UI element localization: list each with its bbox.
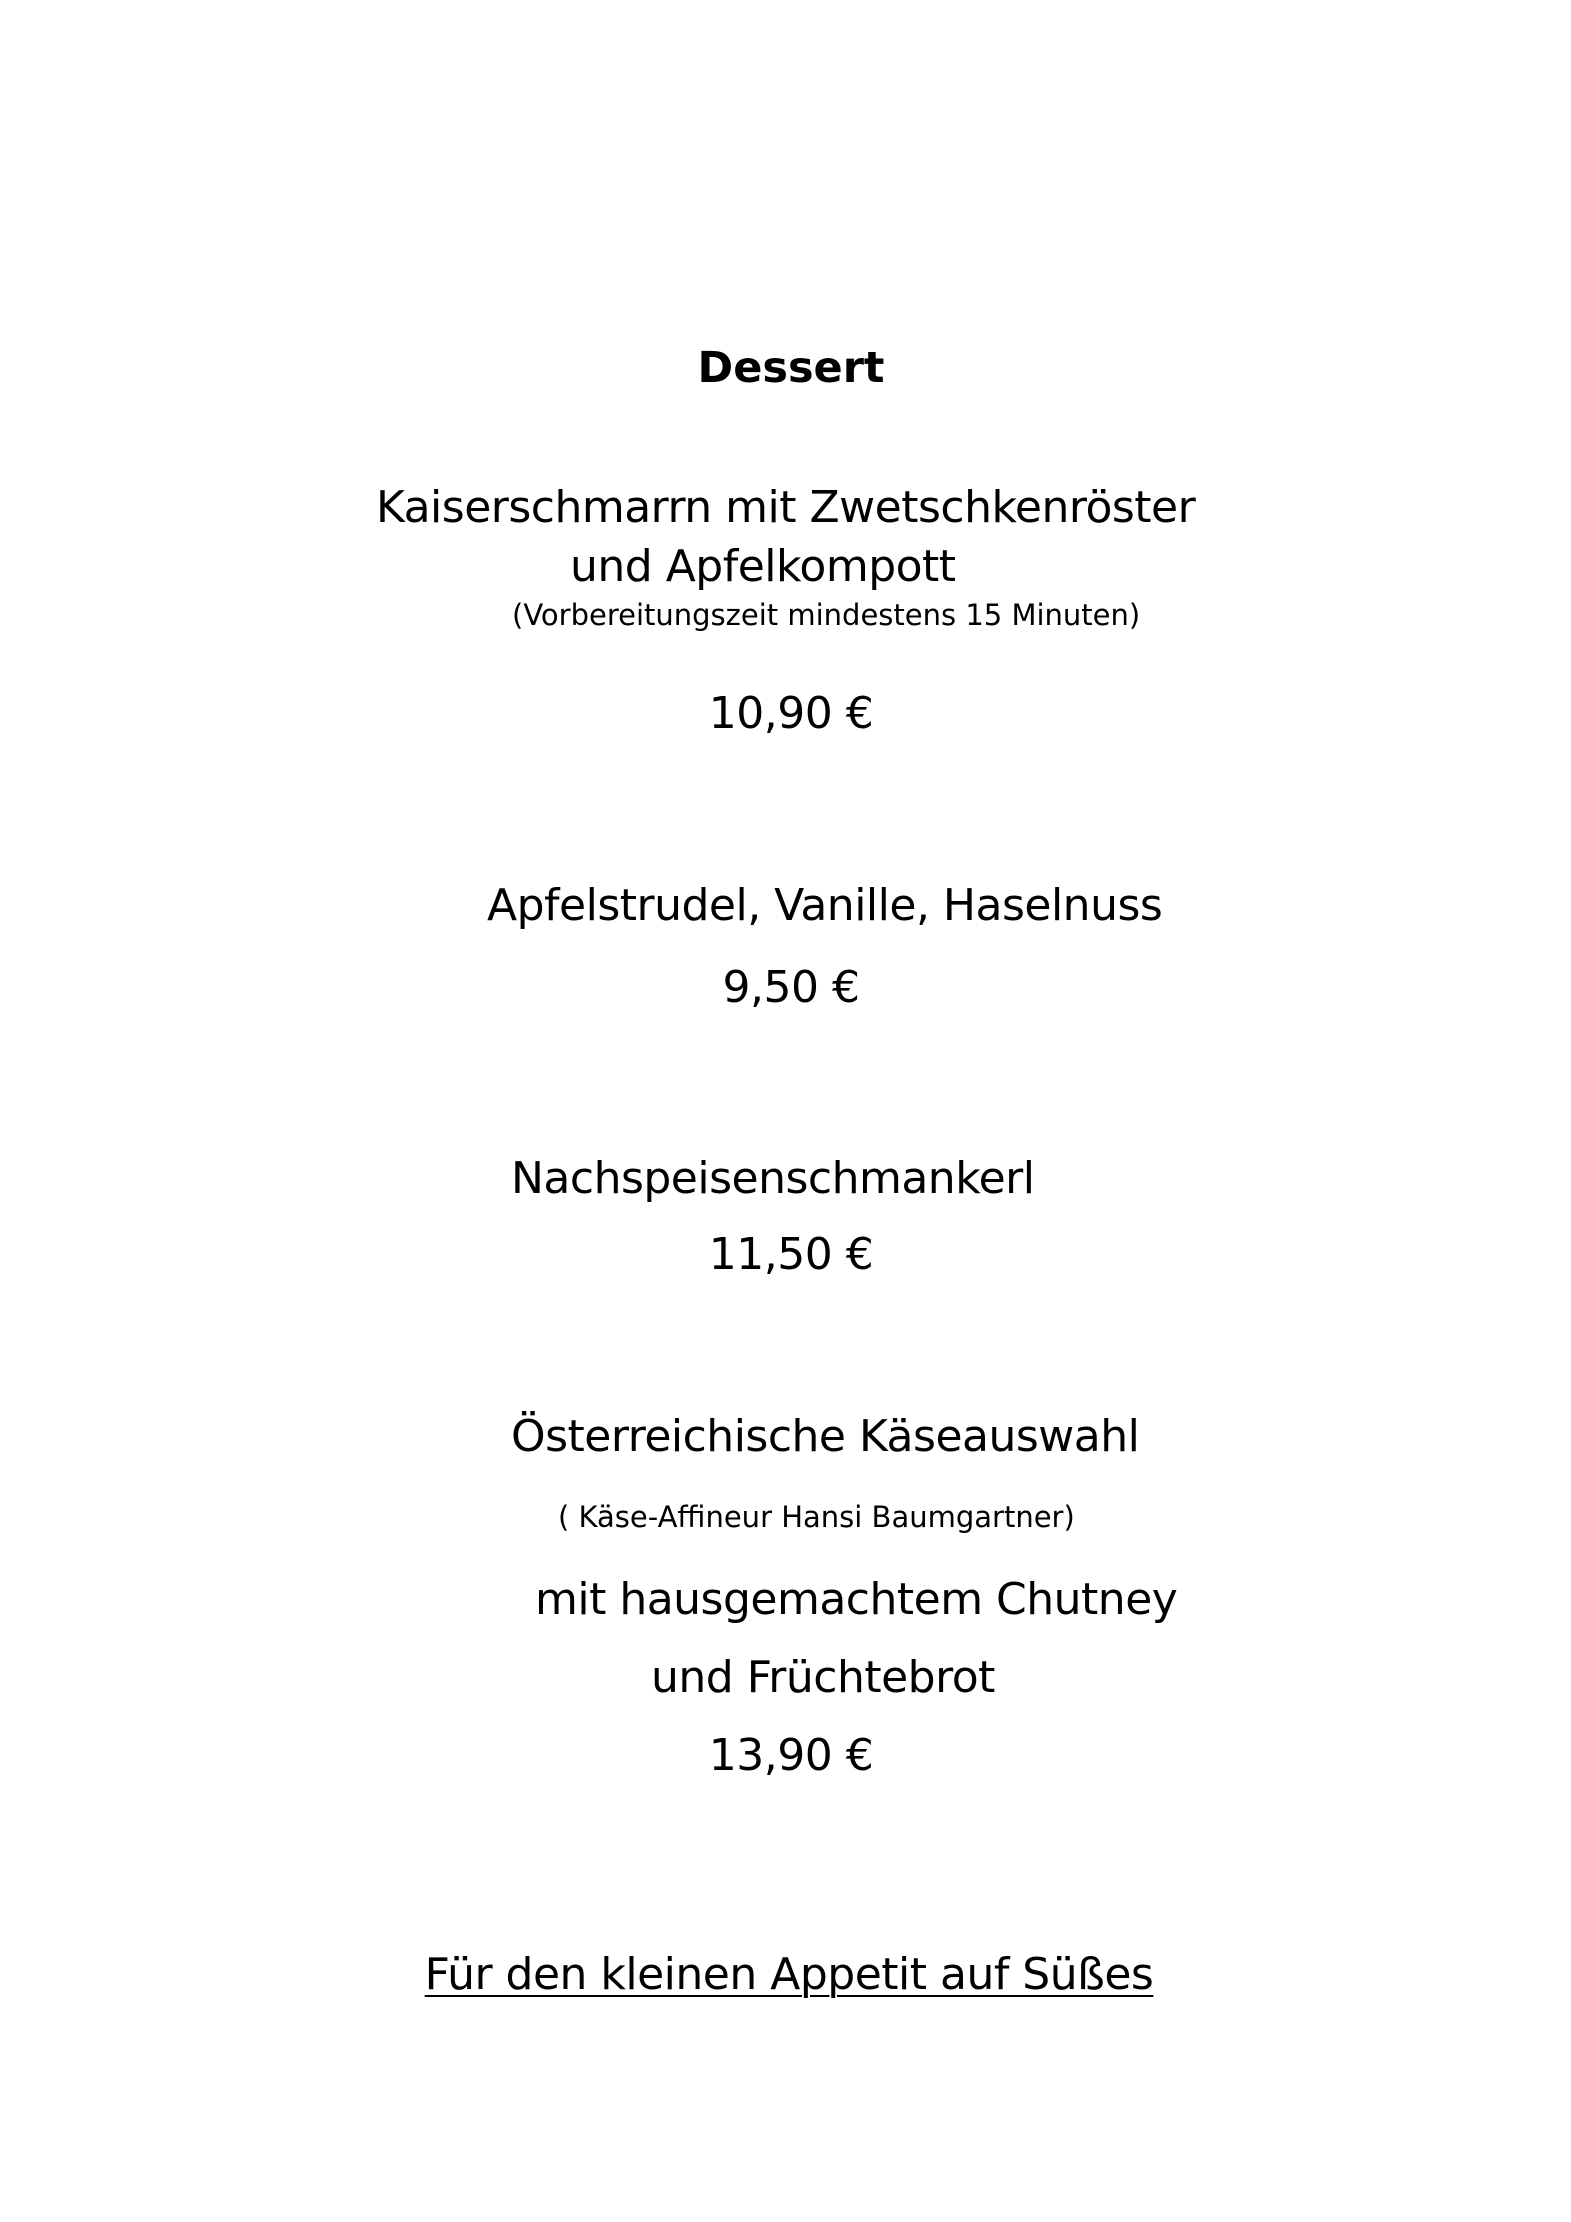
item-name-line: und Apfelkompott	[570, 541, 956, 592]
item-name-line: mit hausgemachtem Chutney	[535, 1574, 1178, 1625]
item-name-line: Nachspeisenschmankerl	[511, 1153, 1035, 1204]
item-name-line: Kaiserschmarrn mit Zwetschkenröster	[376, 482, 1196, 533]
item-price: 13,90 €	[708, 1730, 874, 1781]
item-name-line: und Früchtebrot	[651, 1652, 995, 1703]
sweets-link[interactable]: Für den kleinen Appetit auf Süßes	[424, 1949, 1154, 2000]
item-note: ( Käse-Affineur Hansi Baumgartner)	[558, 1500, 1075, 1534]
item-note: (Vorbereitungszeit mindestens 15 Minuten)	[512, 598, 1141, 632]
page-title: Dessert	[697, 343, 885, 393]
item-name-line: Apfelstrudel, Vanille, Haselnuss	[487, 880, 1163, 931]
item-price: 11,50 €	[708, 1229, 874, 1280]
item-price: 9,50 €	[722, 962, 860, 1013]
item-price: 10,90 €	[708, 688, 874, 739]
item-name-line: Österreichische Käseauswahl	[511, 1411, 1140, 1462]
